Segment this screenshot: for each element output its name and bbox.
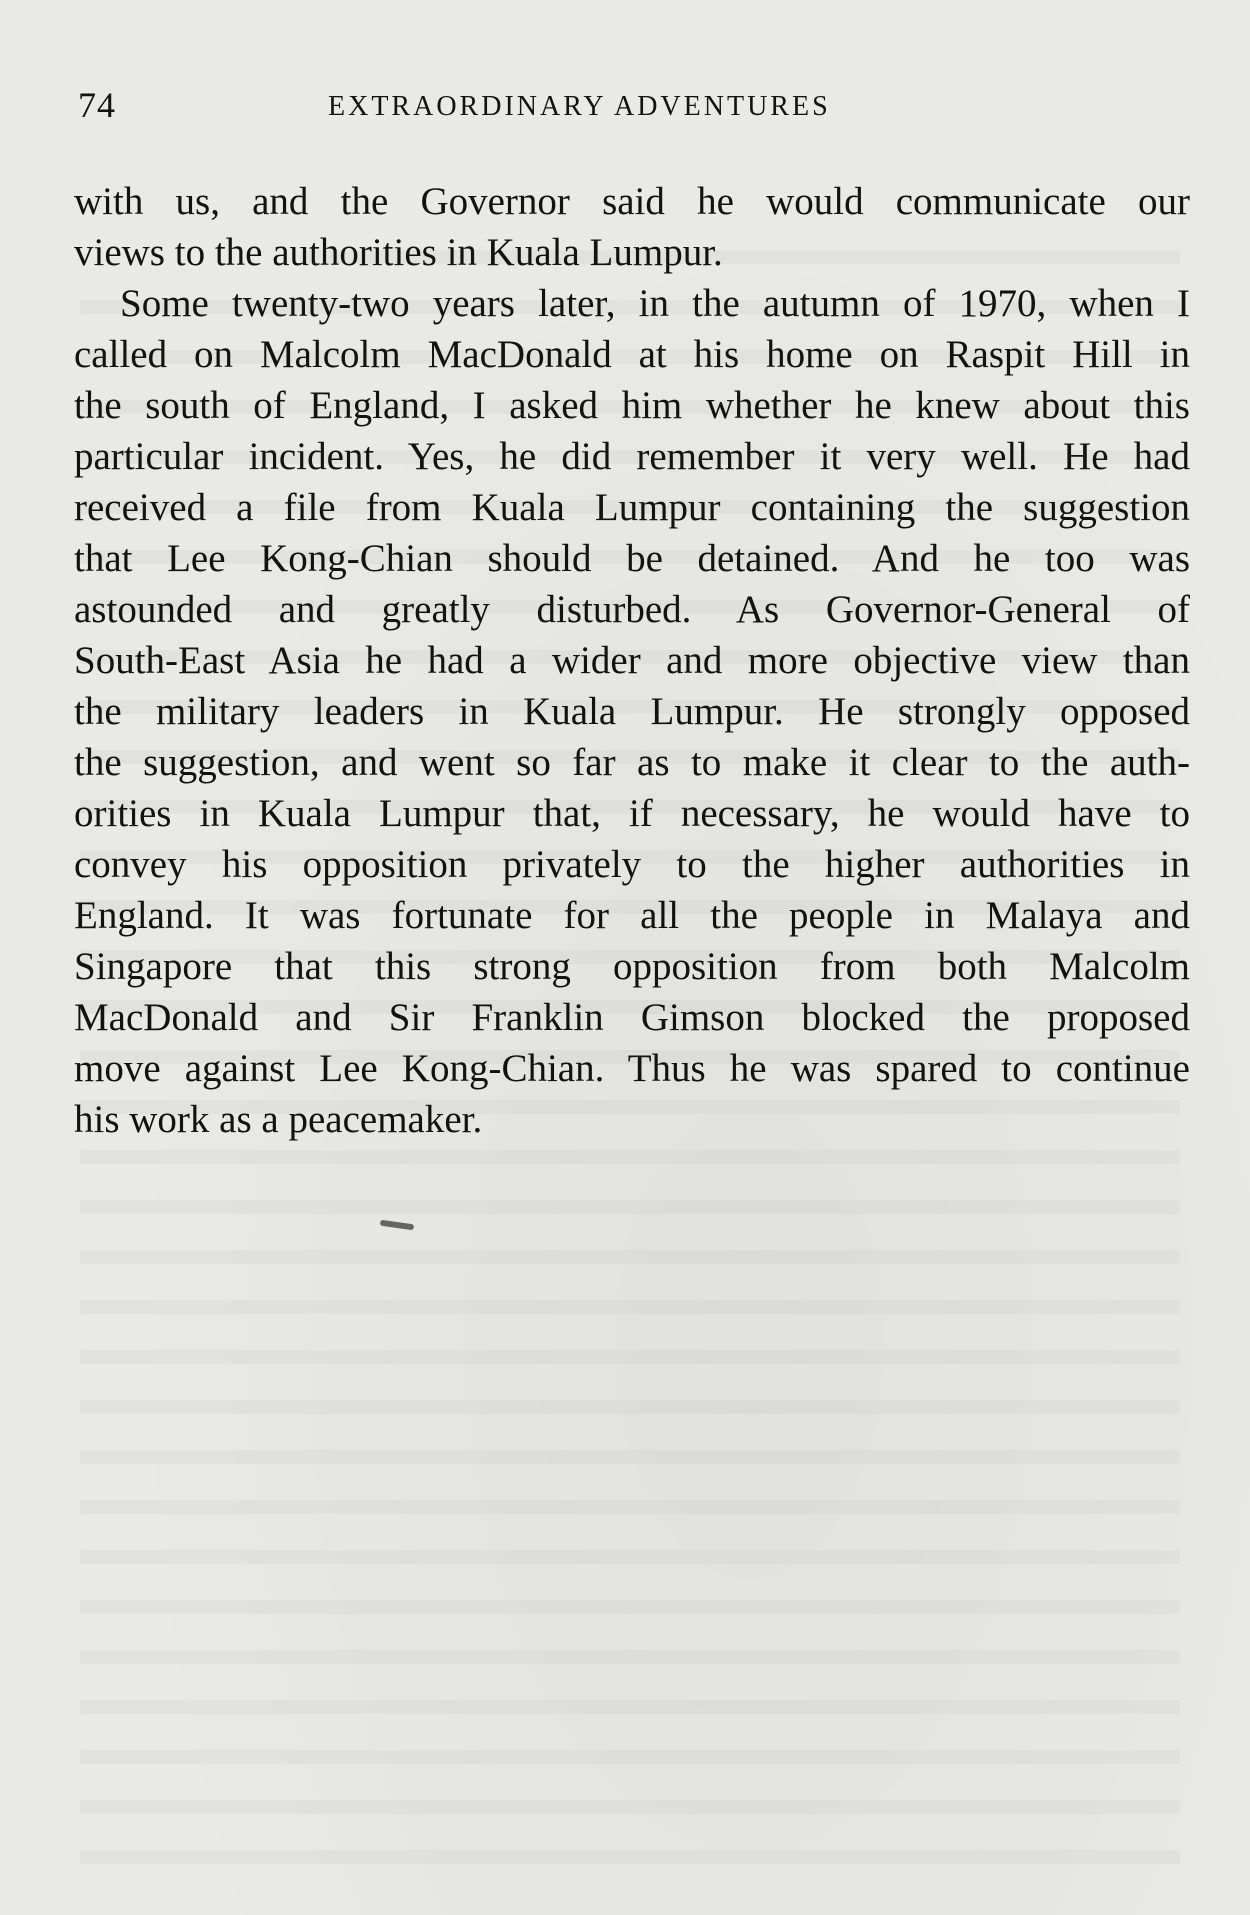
text-line: that Lee Kong-Chian should be detained. And he too was xyxy=(74,537,1190,580)
text-line: South-East Asia he had a wider and more objective view than xyxy=(74,639,1190,682)
text-line: move against Lee Kong-Chian. Thus he was spared to continue xyxy=(74,1047,1190,1090)
text-line: views to the authorities in Kuala Lumpur. xyxy=(74,231,723,274)
text-line: the military leaders in Kuala Lumpur. He strongly opposed xyxy=(74,690,1190,733)
page-number: 74 xyxy=(78,85,116,125)
text-line: the suggestion, and went so far as to make it clear to the auth- xyxy=(74,741,1190,784)
text-line: the south of England, I asked him whether he knew about this xyxy=(74,384,1190,427)
text-line: Singapore that this strong opposition from both Malcolm xyxy=(74,945,1190,988)
running-head: EXTRAORDINARY ADVENTURES xyxy=(328,91,831,122)
text-line: with us, and the Governor said he would communicate our xyxy=(74,180,1190,223)
text-line: particular incident. Yes, he did remember it very well. He had xyxy=(74,435,1190,478)
page-header xyxy=(78,80,1190,130)
section-end-mark xyxy=(380,1220,415,1231)
text-line: orities in Kuala Lumpur that, if necessary, he would have to xyxy=(74,792,1190,835)
text-line: astounded and greatly disturbed. As Governor-General of xyxy=(74,588,1190,631)
body-text xyxy=(74,176,1190,1145)
text-line: his work as a peacemaker. xyxy=(74,1098,483,1141)
text-line: Some twenty-two years later, in the autumn of 1970, when I xyxy=(120,282,1190,325)
text-line: received a file from Kuala Lumpur containing the suggestion xyxy=(74,486,1190,529)
text-line: convey his opposition privately to the higher authorities in xyxy=(74,843,1190,886)
text-line: MacDonald and Sir Franklin Gimson blocked the proposed xyxy=(74,996,1190,1039)
text-line: called on Malcolm MacDonald at his home on Raspit Hill in xyxy=(74,333,1190,376)
text-line: England. It was fortunate for all the people in Malaya and xyxy=(74,894,1190,937)
